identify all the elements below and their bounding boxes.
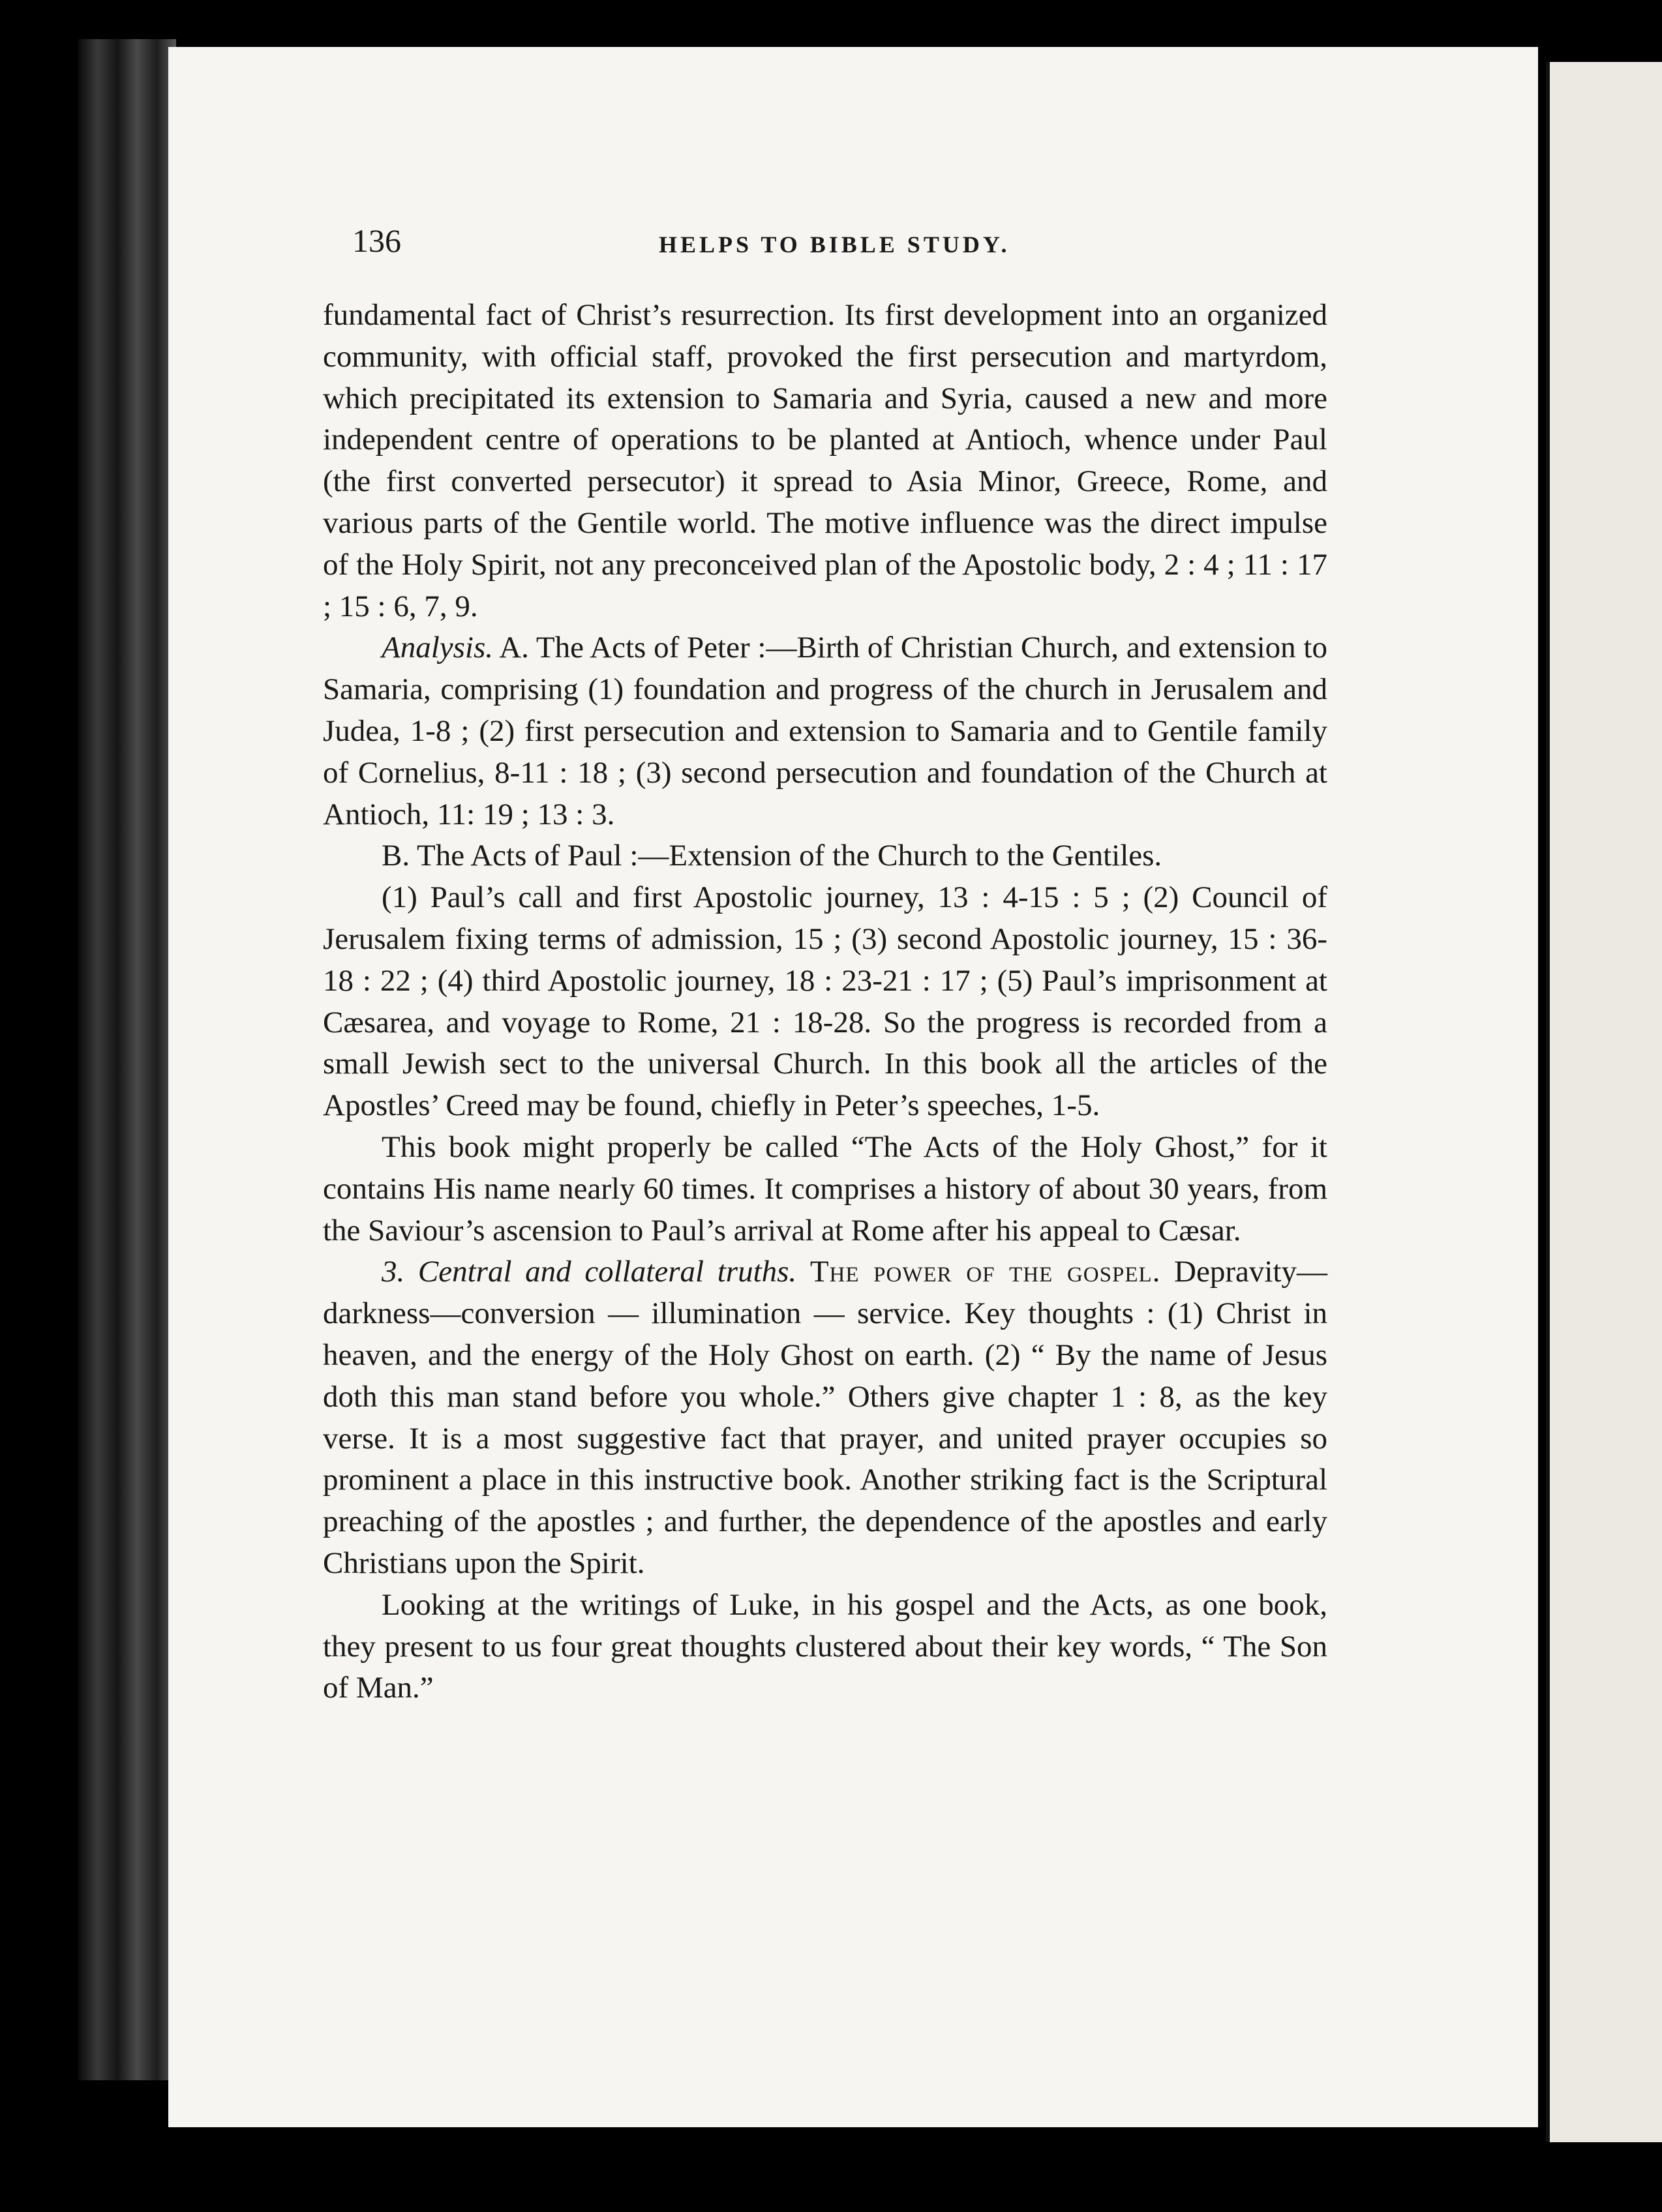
analysis-text: A. The Acts of Peter :—Birth of Christian Church, and extension to Samaria, comprising (1) foundation and progress of the church in Jerusalem and Judea, 1-8 ; (2) first persecution and extension to Samaria and to Gentile family of Cornelius, 8-11 : 18 ; (3) second persecution and foundation of the Church at Antioch, 11: 19 ; 13 : 3. [323,631,1327,831]
running-head: HELPS TO BIBLE STUDY. [659,232,1010,258]
paragraph-acts-of-paul: B. The Acts of Paul :—Extension of the Church to the Gentiles. [382,839,1162,873]
body-text [323,295,1327,1709]
analysis-label: Analysis. [382,631,494,665]
paragraph-luke: Looking at the writings of Luke, in his gospel and the Acts, as one book, they present to us four great thoughts clustered about their key words, “ The Son of Man.” [323,1587,1327,1705]
page-header [352,222,1370,274]
paragraph-acts-holy-ghost: This book might properly be called “The Acts of the Holy Ghost,” for it contains His name nearly 60 times. It comprises a history of about 30 years, from the Saviour’s ascension to Paul’s arrival at Rome after his appeal to Cæsar. [323,1129,1327,1248]
book-edge [78,39,176,2080]
paragraph-1: fundamental fact of Christ’s resurrection. Its first development into an organized community, with official staff, provoked the first persecution and martyrdom, which precipitated its extension to Samaria and Syria, caused a new and more independent centre of operations to be planted at Antioch, whence under Paul (the first converted persecutor) it spread to Asia Minor, Greece, Rome, and various parts of the Gentile world. The motive influence was the direct impulse of the Holy Spirit, not any preconceived plan of the Apostolic body, 2 : 4 ; 11 : 17 ; 15 : 6, 7, 9. [323,298,1327,623]
section-3-text: Depravity—darkness—conversion — illumination — service. Key thoughts : (1) Christ in heaven, and the energy of the Holy Ghost on earth. (2) “ By the name of Jesus doth this man stand before you whole.” Others give chapter 1 : 8, as the key verse. It is a most suggestive fact that prayer, and united prayer occupies so prominent a place in this instructive book. Another striking fact is the Scriptural preaching of the apostles ; and further, the dependence of the apostles and early Christians upon the Spirit. [323,1255,1327,1580]
paragraph-analysis [323,627,1327,835]
next-page-edge [1546,62,1662,2142]
page-number: 136 [352,222,401,259]
paragraph-paul-journeys: (1) Paul’s call and first Apostolic journey, 13 : 4-15 : 5 ; (2) Council of Jerusalem fixing terms of admission, 15 ; (3) second Apostolic journey, 15 : 36-18 : 22 ; (4) third Apostolic journey, 18 : 23-21 : 17 ; (5) Paul’s imprisonment at Cæsarea, and voyage to Rome, 21 : 18-28. So the progress is recorded from a small Jewish sect to the universal Church. In this book all the articles of the Apostles’ Creed may be found, chiefly in Peter’s speeches, 1-5. [323,880,1327,1123]
section-3-label: 3. Central and collateral truths. [382,1255,797,1289]
section-3-caps: The power of the gospel. [809,1255,1161,1289]
paragraph-central-truths [323,1251,1327,1584]
